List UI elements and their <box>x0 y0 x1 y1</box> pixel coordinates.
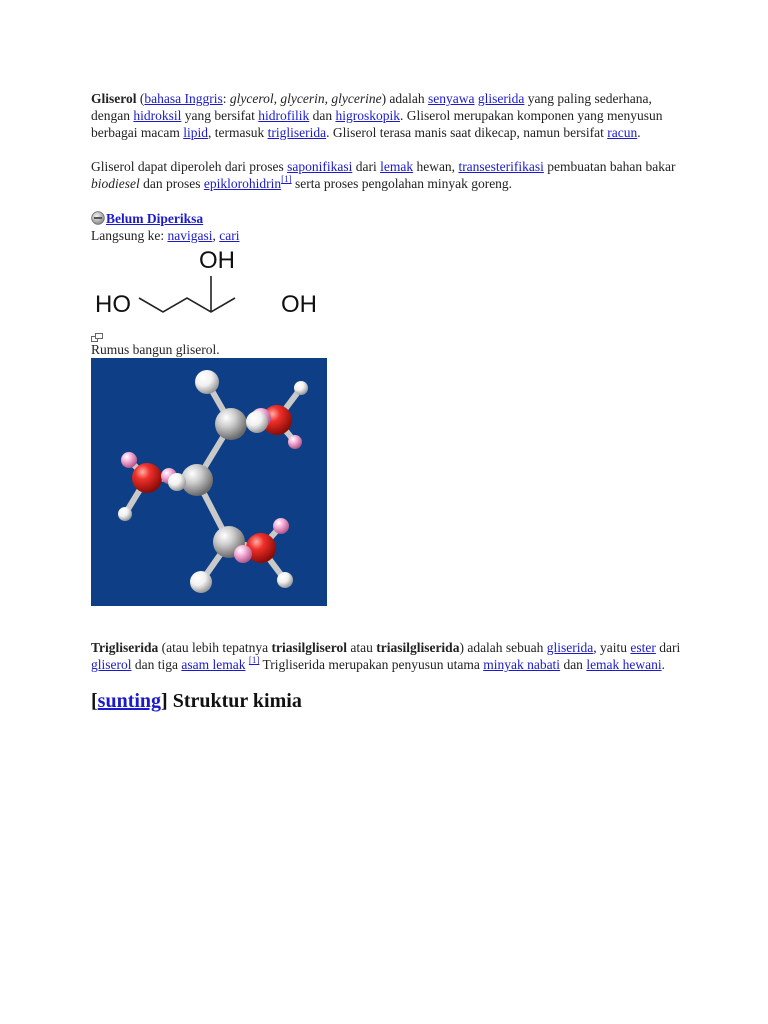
link-gliserida[interactable]: gliserida <box>477 91 525 106</box>
production-paragraph: Gliserol dapat diperoleh dari proses saponifikasi dari lemak hewan, transesterifikasi pembuatan bahan bakar biodiesel dan proses epiklorohidrin[1] serta proses pengolahan minyak goreng. <box>91 159 676 191</box>
synonyms: glycerol, glycerin, glycerine <box>229 91 382 106</box>
link-lemak-hewani[interactable]: lemak hewani <box>586 657 662 672</box>
link-gliserol[interactable]: gliserol <box>91 657 132 672</box>
article-body <box>91 90 681 710</box>
link-racun[interactable]: racun <box>607 125 638 140</box>
link-epiklorohidrin[interactable]: epiklorohidrin <box>203 176 282 191</box>
review-status-link[interactable]: Belum Diperiksa <box>106 210 204 226</box>
figure-caption: Rumus bangun gliserol. <box>91 342 220 357</box>
formula-ho-left: HO <box>95 291 131 318</box>
minus-circle-icon <box>91 211 105 225</box>
section-heading: [sunting] Struktur kimia <box>91 690 302 712</box>
link-senyawa[interactable]: senyawa <box>428 91 475 106</box>
review-status <box>91 209 681 227</box>
link-navigasi[interactable]: navigasi <box>167 228 213 243</box>
link-higroskopik[interactable]: higroskopik <box>335 108 400 123</box>
reference-1[interactable]: [1] <box>281 174 292 184</box>
link-lemak[interactable]: lemak <box>380 159 414 174</box>
link-asam-lemak[interactable]: asam lemak <box>181 657 246 672</box>
reference-1-b[interactable]: [1] <box>248 655 260 665</box>
link-hidroksil[interactable]: hidroksil <box>133 108 182 123</box>
link-trigliserida[interactable]: trigliserida <box>267 125 327 140</box>
term-gliserol: Gliserol <box>91 91 137 106</box>
link-gliserida-2[interactable]: gliserida <box>546 640 594 655</box>
glycerol-structural-formula[interactable] <box>91 246 331 326</box>
formula-oh-right: OH <box>281 291 317 318</box>
term-trigliserida: Trigliserida <box>91 640 159 655</box>
glycerol-3d-model-image[interactable] <box>91 358 327 606</box>
biodiesel-term: biodiesel <box>91 176 140 191</box>
enlarge-icon[interactable] <box>91 330 103 340</box>
link-cari[interactable]: cari <box>219 228 240 243</box>
link-bahasa-inggris[interactable]: bahasa Inggris <box>144 91 223 106</box>
section-title: Struktur kimia <box>172 690 302 712</box>
edit-section-link[interactable]: sunting <box>97 690 162 712</box>
formula-oh-top: OH <box>199 247 235 274</box>
intro-paragraph: Gliserol (bahasa Inggris: glycerol, glycerin, glycerine) adalah senyawa gliserida yang paling sederhana, dengan hidroksil yang bersifat hidrofilik dan higroskopik. Gliserol merupakan komponen yang menyusun berbagai macam lipid, termasuk trigliserida. Gliserol terasa manis saat dikecap, namun bersifat racun. <box>91 91 663 140</box>
link-saponifikasi[interactable]: saponifikasi <box>287 159 353 174</box>
triglyceride-paragraph: Trigliserida (atau lebih tepatnya triasilgliserol atau triasilgliserida) adalah sebuah gliserida, yaitu ester dari gliserol dan tiga asam lemak [1] Trigliserida merupakan penyusun utama minyak nabati dan lemak hewani. <box>91 640 681 672</box>
link-hidrofilik[interactable]: hidrofilik <box>258 108 310 123</box>
jump-links: Langsung ke: navigasi, cari <box>91 228 240 243</box>
link-transesterifikasi[interactable]: transesterifikasi <box>458 159 544 174</box>
link-minyak-nabati[interactable]: minyak nabati <box>483 657 561 672</box>
link-lipid[interactable]: lipid <box>183 125 208 140</box>
link-ester[interactable]: ester <box>630 640 656 655</box>
